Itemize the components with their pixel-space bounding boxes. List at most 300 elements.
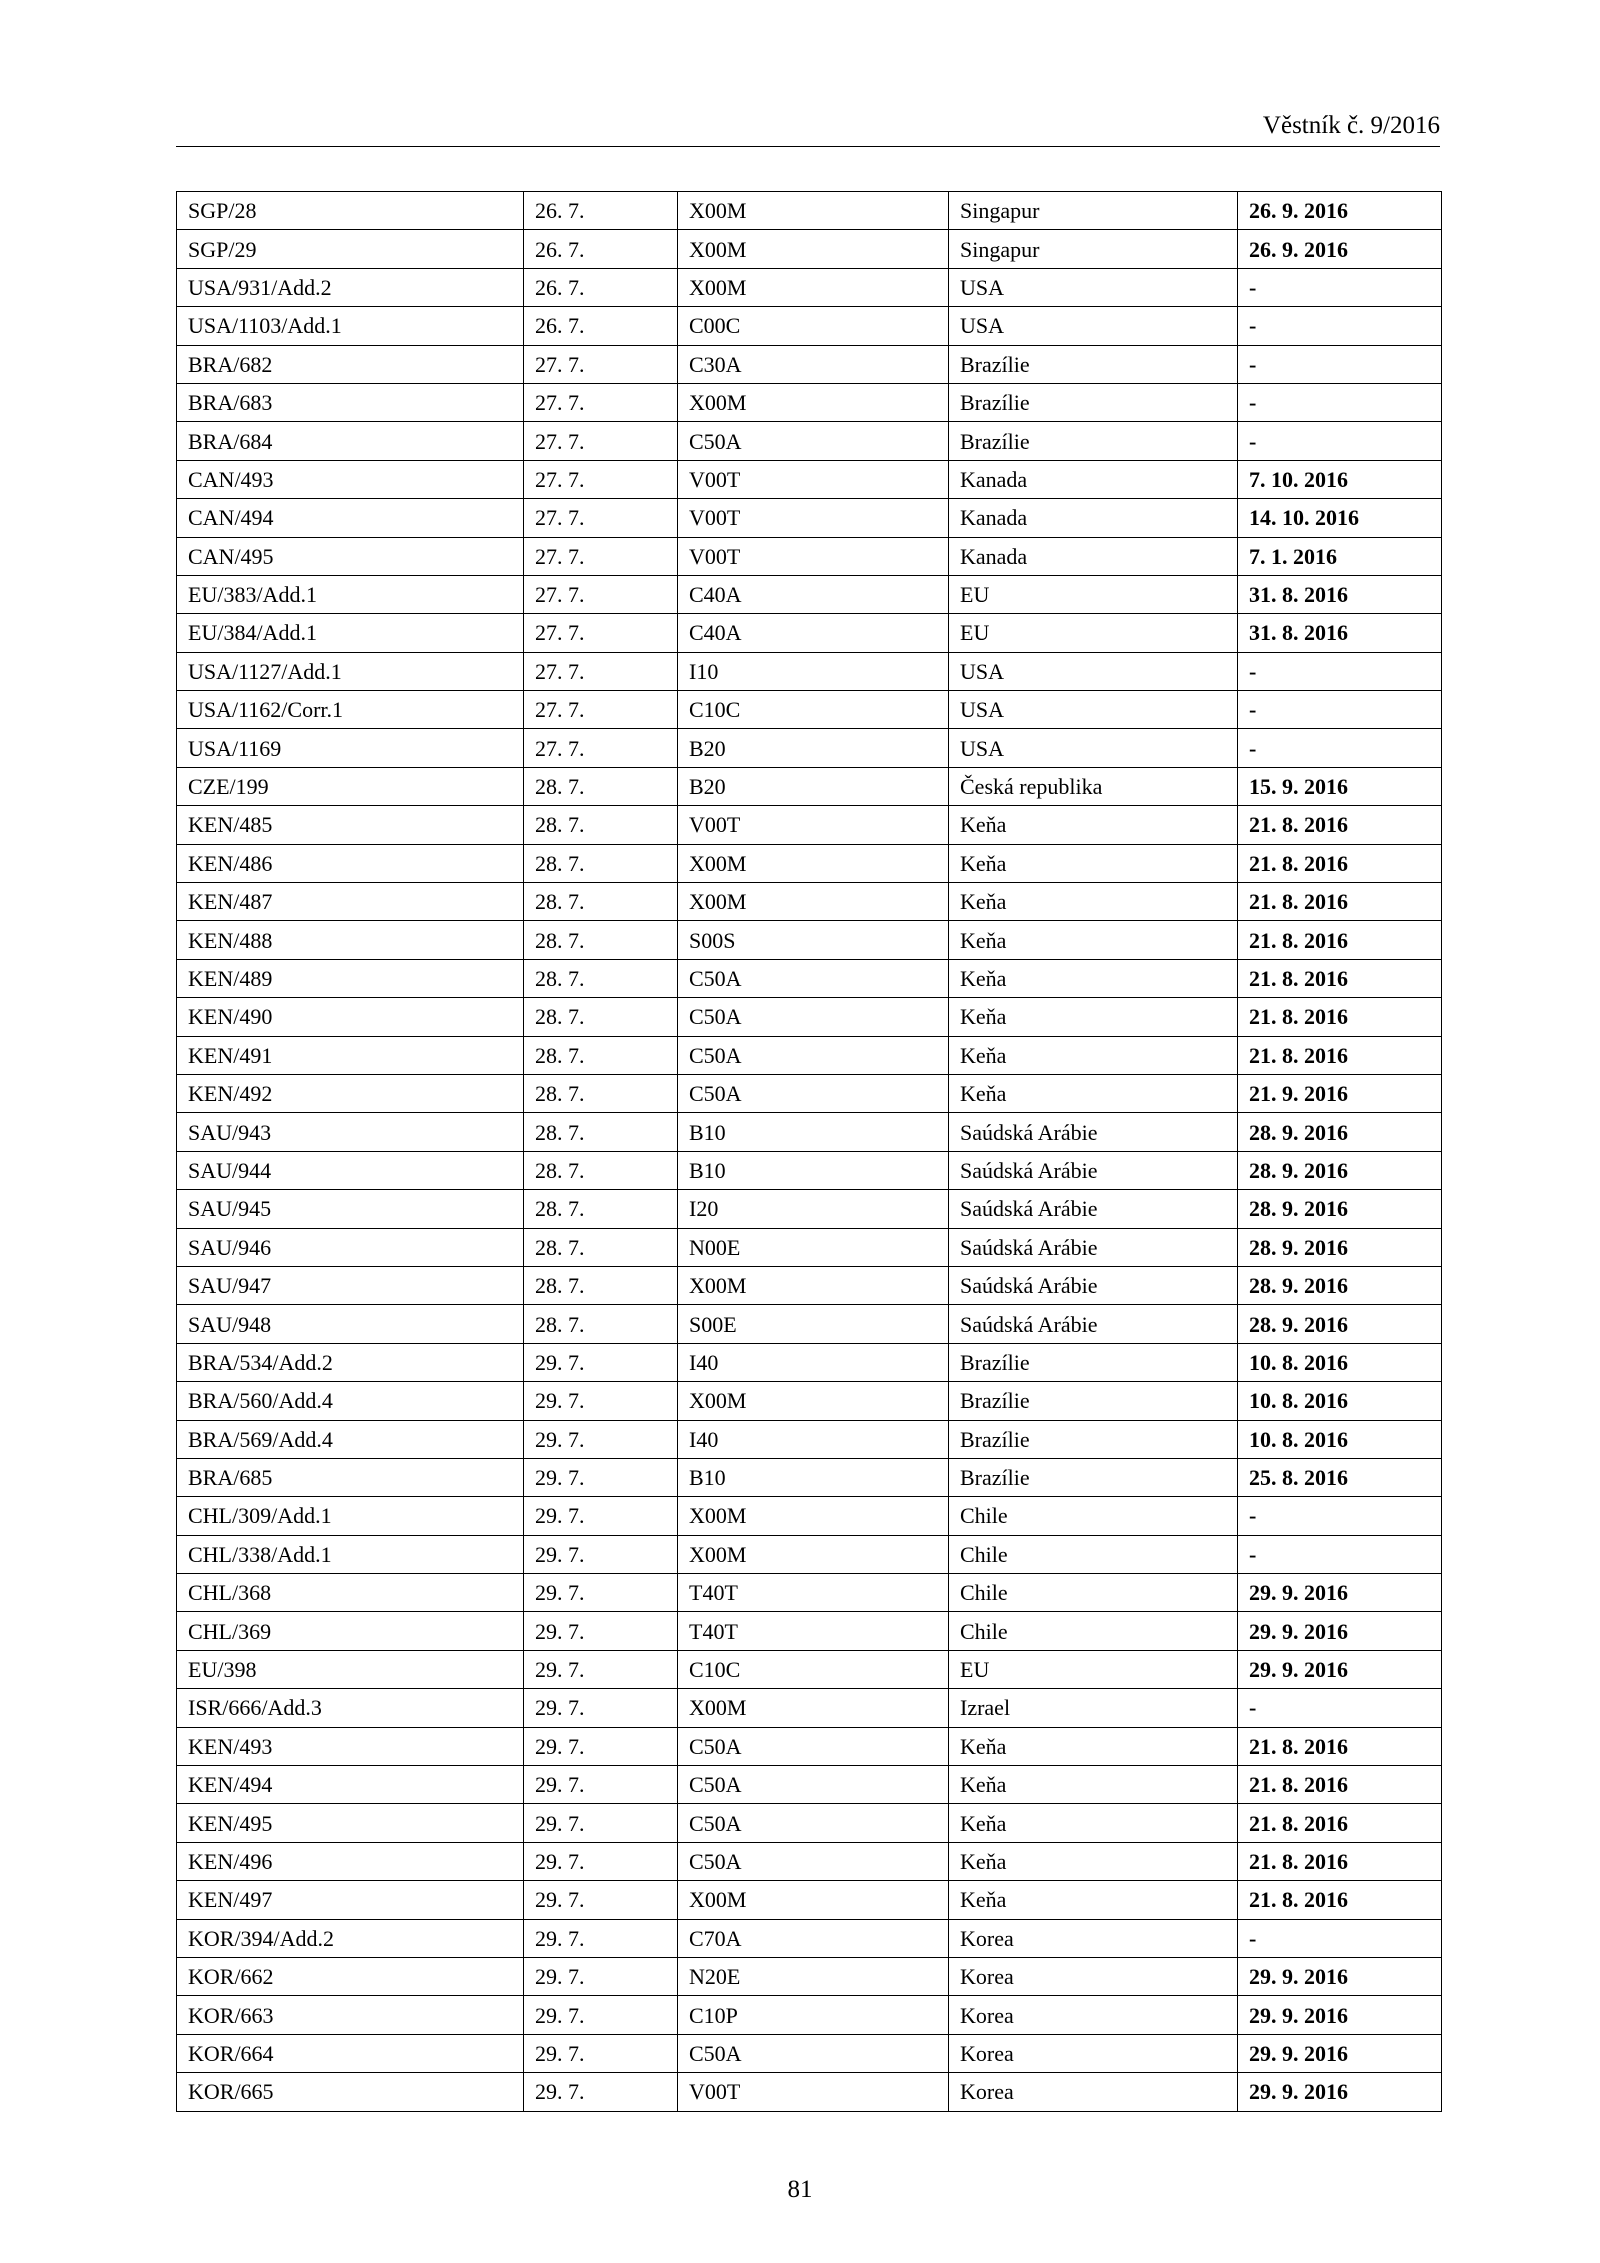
deadline-cell: 29. 9. 2016: [1238, 1612, 1442, 1650]
deadline-cell: 28. 9. 2016: [1238, 1228, 1442, 1266]
table-row: [177, 1497, 1442, 1535]
product-code-cell: C10C: [678, 1650, 949, 1688]
table-row: [177, 192, 1442, 230]
product-code-cell: V00T: [678, 460, 949, 498]
table-row: [177, 383, 1442, 421]
deadline-cell: 29. 9. 2016: [1238, 1957, 1442, 1995]
table-row: [177, 460, 1442, 498]
document-code-cell: KOR/394/Add.2: [177, 1919, 524, 1957]
deadline-cell: -: [1238, 652, 1442, 690]
table-row: [177, 1228, 1442, 1266]
country-cell: Kanada: [949, 460, 1238, 498]
notifications-table: [176, 191, 1442, 2112]
table-row: [177, 1190, 1442, 1228]
date-cell: 28. 7.: [524, 1036, 678, 1074]
country-cell: EU: [949, 614, 1238, 652]
product-code-cell: B10: [678, 1113, 949, 1151]
date-cell: 28. 7.: [524, 1113, 678, 1151]
document-code-cell: USA/1127/Add.1: [177, 652, 524, 690]
date-cell: 29. 7.: [524, 1727, 678, 1765]
date-cell: 29. 7.: [524, 1497, 678, 1535]
product-code-cell: C50A: [678, 1036, 949, 1074]
product-code-cell: I40: [678, 1420, 949, 1458]
document-code-cell: CAN/495: [177, 537, 524, 575]
document-code-cell: KOR/662: [177, 1957, 524, 1995]
product-code-cell: C30A: [678, 345, 949, 383]
date-cell: 28. 7.: [524, 844, 678, 882]
date-cell: 29. 7.: [524, 1957, 678, 1995]
date-cell: 28. 7.: [524, 921, 678, 959]
date-cell: 29. 7.: [524, 1842, 678, 1880]
deadline-cell: -: [1238, 1535, 1442, 1573]
country-cell: Saúdská Arábie: [949, 1305, 1238, 1343]
table-row: [177, 499, 1442, 537]
deadline-cell: -: [1238, 422, 1442, 460]
country-cell: Chile: [949, 1535, 1238, 1573]
deadline-cell: 10. 8. 2016: [1238, 1382, 1442, 1420]
deadline-cell: 29. 9. 2016: [1238, 1574, 1442, 1612]
country-cell: Korea: [949, 1996, 1238, 2034]
product-code-cell: X00M: [678, 1266, 949, 1304]
product-code-cell: C50A: [678, 1842, 949, 1880]
product-code-cell: X00M: [678, 1881, 949, 1919]
document-code-cell: KEN/485: [177, 806, 524, 844]
document-code-cell: BRA/569/Add.4: [177, 1420, 524, 1458]
country-cell: Saúdská Arábie: [949, 1266, 1238, 1304]
country-cell: Brazílie: [949, 1382, 1238, 1420]
country-cell: USA: [949, 307, 1238, 345]
table-row: [177, 1382, 1442, 1420]
document-code-cell: KEN/486: [177, 844, 524, 882]
product-code-cell: V00T: [678, 2073, 949, 2111]
country-cell: Saúdská Arábie: [949, 1228, 1238, 1266]
date-cell: 27. 7.: [524, 499, 678, 537]
date-cell: 28. 7.: [524, 767, 678, 805]
document-code-cell: KEN/495: [177, 1804, 524, 1842]
deadline-cell: 14. 10. 2016: [1238, 499, 1442, 537]
country-cell: Keňa: [949, 959, 1238, 997]
table-row: [177, 1574, 1442, 1612]
country-cell: Izrael: [949, 1689, 1238, 1727]
table-row: [177, 1420, 1442, 1458]
product-code-cell: B10: [678, 1151, 949, 1189]
table-body: [177, 192, 1442, 2112]
deadline-cell: 10. 8. 2016: [1238, 1343, 1442, 1381]
document-code-cell: ISR/666/Add.3: [177, 1689, 524, 1727]
document-code-cell: KOR/665: [177, 2073, 524, 2111]
date-cell: 29. 7.: [524, 1766, 678, 1804]
document-code-cell: KEN/496: [177, 1842, 524, 1880]
table-row: [177, 1650, 1442, 1688]
product-code-cell: N20E: [678, 1957, 949, 1995]
country-cell: Keňa: [949, 1036, 1238, 1074]
country-cell: Brazílie: [949, 1343, 1238, 1381]
table-row: [177, 614, 1442, 652]
table-row: [177, 1151, 1442, 1189]
product-code-cell: X00M: [678, 1535, 949, 1573]
product-code-cell: V00T: [678, 806, 949, 844]
date-cell: 29. 7.: [524, 1382, 678, 1420]
table-row: [177, 345, 1442, 383]
deadline-cell: -: [1238, 1919, 1442, 1957]
date-cell: 29. 7.: [524, 1343, 678, 1381]
document-code-cell: USA/1103/Add.1: [177, 307, 524, 345]
date-cell: 29. 7.: [524, 1919, 678, 1957]
country-cell: Kanada: [949, 537, 1238, 575]
deadline-cell: 21. 8. 2016: [1238, 844, 1442, 882]
country-cell: Chile: [949, 1574, 1238, 1612]
table-row: [177, 268, 1442, 306]
deadline-cell: -: [1238, 383, 1442, 421]
deadline-cell: 31. 8. 2016: [1238, 614, 1442, 652]
document-code-cell: BRA/685: [177, 1458, 524, 1496]
country-cell: Saúdská Arábie: [949, 1190, 1238, 1228]
date-cell: 27. 7.: [524, 575, 678, 613]
document-code-cell: CHL/369: [177, 1612, 524, 1650]
deadline-cell: 21. 8. 2016: [1238, 921, 1442, 959]
table-row: [177, 1266, 1442, 1304]
table-row: [177, 806, 1442, 844]
table-row: [177, 729, 1442, 767]
product-code-cell: B20: [678, 729, 949, 767]
date-cell: 28. 7.: [524, 1266, 678, 1304]
date-cell: 27. 7.: [524, 729, 678, 767]
country-cell: Keňa: [949, 844, 1238, 882]
table-row: [177, 1036, 1442, 1074]
deadline-cell: -: [1238, 729, 1442, 767]
product-code-cell: S00S: [678, 921, 949, 959]
product-code-cell: N00E: [678, 1228, 949, 1266]
deadline-cell: 25. 8. 2016: [1238, 1458, 1442, 1496]
product-code-cell: C50A: [678, 998, 949, 1036]
document-code-cell: CHL/338/Add.1: [177, 1535, 524, 1573]
deadline-cell: 21. 8. 2016: [1238, 1036, 1442, 1074]
document-code-cell: EU/383/Add.1: [177, 575, 524, 613]
country-cell: Kanada: [949, 499, 1238, 537]
country-cell: Brazílie: [949, 1458, 1238, 1496]
product-code-cell: I10: [678, 652, 949, 690]
date-cell: 27. 7.: [524, 652, 678, 690]
country-cell: Keňa: [949, 1074, 1238, 1112]
product-code-cell: T40T: [678, 1612, 949, 1650]
date-cell: 28. 7.: [524, 1190, 678, 1228]
deadline-cell: -: [1238, 691, 1442, 729]
deadline-cell: 29. 9. 2016: [1238, 2034, 1442, 2072]
document-code-cell: KEN/487: [177, 883, 524, 921]
table-row: [177, 1113, 1442, 1151]
document-code-cell: SGP/28: [177, 192, 524, 230]
product-code-cell: C10P: [678, 1996, 949, 2034]
product-code-cell: I40: [678, 1343, 949, 1381]
deadline-cell: 21. 8. 2016: [1238, 959, 1442, 997]
product-code-cell: C00C: [678, 307, 949, 345]
country-cell: Keňa: [949, 1881, 1238, 1919]
document-code-cell: SAU/947: [177, 1266, 524, 1304]
product-code-cell: C50A: [678, 959, 949, 997]
product-code-cell: C50A: [678, 1766, 949, 1804]
date-cell: 29. 7.: [524, 1458, 678, 1496]
deadline-cell: -: [1238, 1497, 1442, 1535]
table-row: [177, 1842, 1442, 1880]
document-code-cell: SAU/945: [177, 1190, 524, 1228]
deadline-cell: 10. 8. 2016: [1238, 1420, 1442, 1458]
country-cell: Keňa: [949, 1804, 1238, 1842]
date-cell: 28. 7.: [524, 959, 678, 997]
country-cell: Korea: [949, 1957, 1238, 1995]
table-row: [177, 1766, 1442, 1804]
document-code-cell: SGP/29: [177, 230, 524, 268]
product-code-cell: C50A: [678, 1804, 949, 1842]
product-code-cell: B10: [678, 1458, 949, 1496]
table-row: [177, 652, 1442, 690]
product-code-cell: X00M: [678, 192, 949, 230]
document-code-cell: KEN/494: [177, 1766, 524, 1804]
document-code-cell: EU/398: [177, 1650, 524, 1688]
product-code-cell: C50A: [678, 2034, 949, 2072]
deadline-cell: 26. 9. 2016: [1238, 192, 1442, 230]
table-row: [177, 2034, 1442, 2072]
date-cell: 29. 7.: [524, 1574, 678, 1612]
country-cell: Saúdská Arábie: [949, 1151, 1238, 1189]
date-cell: 26. 7.: [524, 192, 678, 230]
product-code-cell: I20: [678, 1190, 949, 1228]
country-cell: Korea: [949, 2034, 1238, 2072]
table-row: [177, 1074, 1442, 1112]
deadline-cell: 21. 8. 2016: [1238, 1842, 1442, 1880]
country-cell: EU: [949, 1650, 1238, 1688]
country-cell: Keňa: [949, 921, 1238, 959]
product-code-cell: C40A: [678, 575, 949, 613]
document-code-cell: BRA/560/Add.4: [177, 1382, 524, 1420]
deadline-cell: -: [1238, 1689, 1442, 1727]
table-row: [177, 575, 1442, 613]
date-cell: 28. 7.: [524, 998, 678, 1036]
product-code-cell: B20: [678, 767, 949, 805]
table-row: [177, 959, 1442, 997]
deadline-cell: 29. 9. 2016: [1238, 2073, 1442, 2111]
date-cell: 27. 7.: [524, 460, 678, 498]
table-row: [177, 1458, 1442, 1496]
date-cell: 29. 7.: [524, 1996, 678, 2034]
country-cell: Brazílie: [949, 422, 1238, 460]
country-cell: Brazílie: [949, 1420, 1238, 1458]
country-cell: Keňa: [949, 806, 1238, 844]
date-cell: 29. 7.: [524, 1689, 678, 1727]
table-row: [177, 2073, 1442, 2111]
date-cell: 29. 7.: [524, 1420, 678, 1458]
deadline-cell: 7. 10. 2016: [1238, 460, 1442, 498]
date-cell: 27. 7.: [524, 422, 678, 460]
deadline-cell: 28. 9. 2016: [1238, 1113, 1442, 1151]
table-row: [177, 1957, 1442, 1995]
table-row: [177, 691, 1442, 729]
document-code-cell: SAU/943: [177, 1113, 524, 1151]
deadline-cell: 21. 8. 2016: [1238, 998, 1442, 1036]
table-row: [177, 1343, 1442, 1381]
date-cell: 29. 7.: [524, 2034, 678, 2072]
deadline-cell: 21. 8. 2016: [1238, 806, 1442, 844]
date-cell: 26. 7.: [524, 230, 678, 268]
table-row: [177, 844, 1442, 882]
country-cell: Česká republika: [949, 767, 1238, 805]
deadline-cell: 21. 9. 2016: [1238, 1074, 1442, 1112]
date-cell: 29. 7.: [524, 1612, 678, 1650]
deadline-cell: -: [1238, 307, 1442, 345]
country-cell: Chile: [949, 1497, 1238, 1535]
product-code-cell: X00M: [678, 230, 949, 268]
table-row: [177, 307, 1442, 345]
deadline-cell: 28. 9. 2016: [1238, 1266, 1442, 1304]
country-cell: Brazílie: [949, 383, 1238, 421]
country-cell: Keňa: [949, 998, 1238, 1036]
date-cell: 28. 7.: [524, 1305, 678, 1343]
date-cell: 29. 7.: [524, 1804, 678, 1842]
document-code-cell: CAN/494: [177, 499, 524, 537]
table-row: [177, 537, 1442, 575]
table-row: [177, 1919, 1442, 1957]
deadline-cell: 28. 9. 2016: [1238, 1151, 1442, 1189]
product-code-cell: X00M: [678, 268, 949, 306]
product-code-cell: C70A: [678, 1919, 949, 1957]
deadline-cell: 21. 8. 2016: [1238, 1727, 1442, 1765]
country-cell: Keňa: [949, 1727, 1238, 1765]
country-cell: Korea: [949, 1919, 1238, 1957]
date-cell: 29. 7.: [524, 2073, 678, 2111]
document-code-cell: CAN/493: [177, 460, 524, 498]
table-row: [177, 921, 1442, 959]
table-row: [177, 1535, 1442, 1573]
product-code-cell: T40T: [678, 1574, 949, 1612]
deadline-cell: 28. 9. 2016: [1238, 1305, 1442, 1343]
document-code-cell: KOR/663: [177, 1996, 524, 2034]
date-cell: 29. 7.: [524, 1650, 678, 1688]
deadline-cell: 7. 1. 2016: [1238, 537, 1442, 575]
product-code-cell: C40A: [678, 614, 949, 652]
country-cell: Keňa: [949, 883, 1238, 921]
country-cell: USA: [949, 268, 1238, 306]
date-cell: 28. 7.: [524, 1151, 678, 1189]
country-cell: EU: [949, 575, 1238, 613]
product-code-cell: C50A: [678, 1074, 949, 1112]
document-code-cell: BRA/534/Add.2: [177, 1343, 524, 1381]
page-header: [176, 110, 1440, 147]
document-code-cell: KEN/497: [177, 1881, 524, 1919]
document-code-cell: KEN/489: [177, 959, 524, 997]
deadline-cell: 28. 9. 2016: [1238, 1190, 1442, 1228]
deadline-cell: 21. 8. 2016: [1238, 883, 1442, 921]
deadline-cell: 15. 9. 2016: [1238, 767, 1442, 805]
product-code-cell: S00E: [678, 1305, 949, 1343]
product-code-cell: X00M: [678, 844, 949, 882]
date-cell: 27. 7.: [524, 383, 678, 421]
table-row: [177, 1689, 1442, 1727]
date-cell: 27. 7.: [524, 345, 678, 383]
product-code-cell: X00M: [678, 1689, 949, 1727]
table-row: [177, 1804, 1442, 1842]
deadline-cell: 31. 8. 2016: [1238, 575, 1442, 613]
document-code-cell: USA/1162/Corr.1: [177, 691, 524, 729]
country-cell: USA: [949, 652, 1238, 690]
document-code-cell: CHL/309/Add.1: [177, 1497, 524, 1535]
table-row: [177, 883, 1442, 921]
date-cell: 28. 7.: [524, 1074, 678, 1112]
table-row: [177, 998, 1442, 1036]
table-row: [177, 1881, 1442, 1919]
date-cell: 27. 7.: [524, 614, 678, 652]
country-cell: Singapur: [949, 192, 1238, 230]
date-cell: 28. 7.: [524, 883, 678, 921]
deadline-cell: -: [1238, 268, 1442, 306]
country-cell: Singapur: [949, 230, 1238, 268]
table-row: [177, 1305, 1442, 1343]
document-code-cell: KEN/492: [177, 1074, 524, 1112]
document-code-cell: KEN/493: [177, 1727, 524, 1765]
product-code-cell: X00M: [678, 1497, 949, 1535]
table-row: [177, 767, 1442, 805]
table-row: [177, 1996, 1442, 2034]
document-code-cell: USA/1169: [177, 729, 524, 767]
date-cell: 29. 7.: [524, 1535, 678, 1573]
date-cell: 29. 7.: [524, 1881, 678, 1919]
deadline-cell: 21. 8. 2016: [1238, 1881, 1442, 1919]
product-code-cell: C50A: [678, 1727, 949, 1765]
country-cell: Brazílie: [949, 345, 1238, 383]
document-code-cell: CHL/368: [177, 1574, 524, 1612]
country-cell: Saúdská Arábie: [949, 1113, 1238, 1151]
table-row: [177, 230, 1442, 268]
table-row: [177, 422, 1442, 460]
country-cell: Korea: [949, 2073, 1238, 2111]
table-row: [177, 1727, 1442, 1765]
deadline-cell: -: [1238, 345, 1442, 383]
document-code-cell: KEN/488: [177, 921, 524, 959]
country-cell: USA: [949, 691, 1238, 729]
date-cell: 26. 7.: [524, 268, 678, 306]
date-cell: 27. 7.: [524, 537, 678, 575]
deadline-cell: 21. 8. 2016: [1238, 1766, 1442, 1804]
document-code-cell: USA/931/Add.2: [177, 268, 524, 306]
document-code-cell: BRA/684: [177, 422, 524, 460]
date-cell: 26. 7.: [524, 307, 678, 345]
journal-title: Věstník č. 9/2016: [1262, 112, 1440, 139]
date-cell: 28. 7.: [524, 1228, 678, 1266]
deadline-cell: 26. 9. 2016: [1238, 230, 1442, 268]
page-number: 81: [787, 2176, 813, 2203]
country-cell: Chile: [949, 1612, 1238, 1650]
document-code-cell: SAU/944: [177, 1151, 524, 1189]
country-cell: USA: [949, 729, 1238, 767]
product-code-cell: V00T: [678, 499, 949, 537]
product-code-cell: X00M: [678, 1382, 949, 1420]
country-cell: Keňa: [949, 1766, 1238, 1804]
document-code-cell: KEN/490: [177, 998, 524, 1036]
document-code-cell: KOR/664: [177, 2034, 524, 2072]
deadline-cell: 21. 8. 2016: [1238, 1804, 1442, 1842]
deadline-cell: 29. 9. 2016: [1238, 1650, 1442, 1688]
document-code-cell: KEN/491: [177, 1036, 524, 1074]
document-code-cell: SAU/948: [177, 1305, 524, 1343]
date-cell: 28. 7.: [524, 806, 678, 844]
product-code-cell: C50A: [678, 422, 949, 460]
document-code-cell: CZE/199: [177, 767, 524, 805]
product-code-cell: V00T: [678, 537, 949, 575]
country-cell: Keňa: [949, 1842, 1238, 1880]
product-code-cell: C10C: [678, 691, 949, 729]
document-code-cell: SAU/946: [177, 1228, 524, 1266]
product-code-cell: X00M: [678, 883, 949, 921]
document-code-cell: EU/384/Add.1: [177, 614, 524, 652]
table-row: [177, 1612, 1442, 1650]
